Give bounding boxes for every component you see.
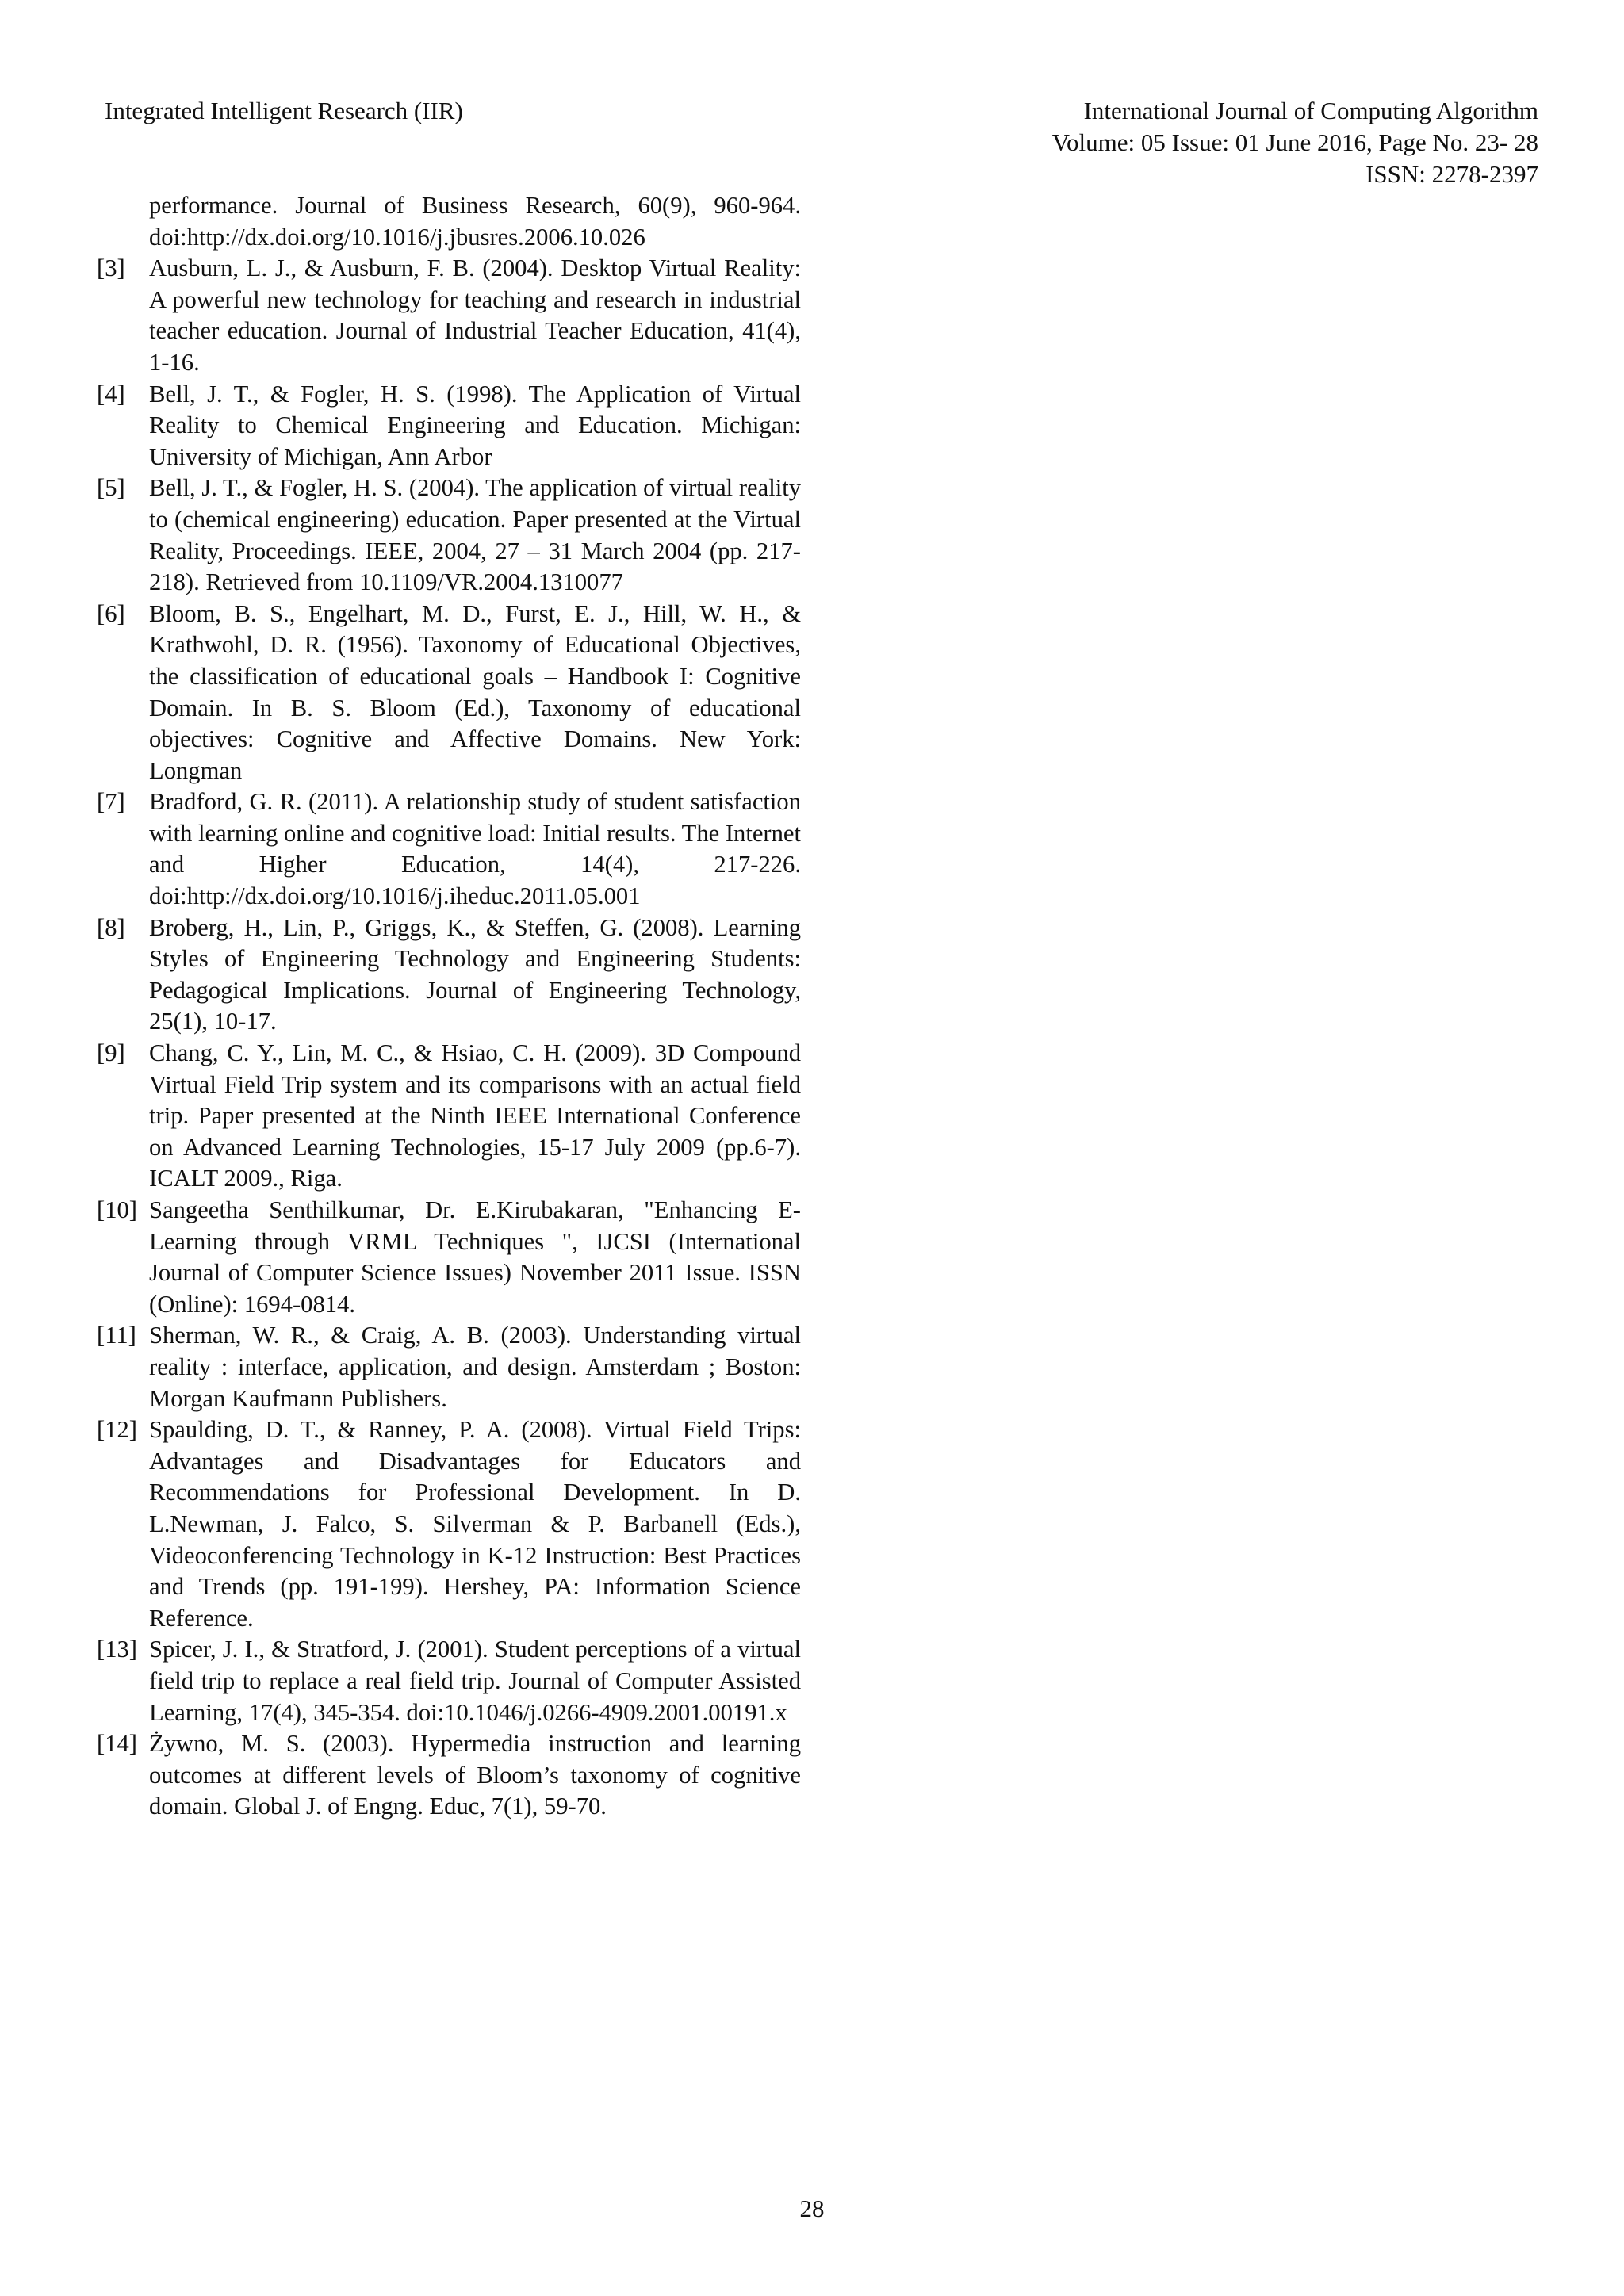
reference-number: [9]: [97, 1039, 125, 1067]
reference-text: performance. Journal of Business Research, 60(9), 960-964. doi:http://dx.doi.org/10.1016/j.jbusres.2006.10.026: [149, 192, 801, 251]
reference-number: [7]: [97, 788, 125, 816]
reference-item: [97, 190, 801, 253]
reference-text: Żywno, M. S. (2003). Hypermedia instruction and learning outcomes at different levels of Bloom’s taxonomy of cognitive domain. Global J. of Engng. Educ, 7(1), 59-70.: [149, 1730, 801, 1820]
page-number: 28: [799, 2195, 825, 2222]
reference-text: Sangeetha Senthilkumar, Dr. E.Kirubakaran, "Enhancing E-Learning through VRML Techniques ", IJCSI (International Journal of Computer Science Issues) November 2011 Issue. ISSN (Online): 1694-0814.: [149, 1196, 801, 1318]
reference-text: Spicer, J. I., & Stratford, J. (2001). Student perceptions of a virtual field trip to replace a real field trip. Journal of Computer Assisted Learning, 17(4), 345-354. doi:10.1046/j.0266-4909.2001.00191.x: [149, 1636, 801, 1726]
reference-text: Sherman, W. R., & Craig, A. B. (2003). Understanding virtual reality : interface, application, and design. Amsterdam ; Boston: Morgan Kaufmann Publishers.: [149, 1322, 801, 1412]
reference-item: [97, 1634, 801, 1728]
reference-number: [3]: [97, 254, 125, 282]
journal-name: International Journal of Computing Algorithm: [1083, 97, 1538, 124]
reference-list: [97, 190, 801, 1823]
reference-item: [97, 1038, 801, 1195]
volume-info: Volume: 05 Issue: 01 June 2016, Page No. 23- 28: [1051, 128, 1538, 156]
reference-text: Ausburn, L. J., & Ausburn, F. B. (2004). Desktop Virtual Reality: A powerful new technology for teaching and research in industrial teacher education. Journal of Industrial Teacher Education, 41(4), 1-16.: [149, 254, 801, 376]
running-header-left: Integrated Intelligent Research (IIR): [105, 97, 463, 124]
reference-item: [97, 1195, 801, 1320]
reference-item: [97, 1320, 801, 1414]
reference-text: Bloom, B. S., Engelhart, M. D., Furst, E. J., Hill, W. H., & Krathwohl, D. R. (1956). Taxonomy of Educational Objectives, the classification of educational goals – Handbook I: Cognitive Domain. In B. S. Bloom (Ed.), Taxonomy of educational objectives: Cognitive and Affective Domains. New York: Longman: [149, 599, 801, 784]
reference-item: [97, 473, 801, 598]
reference-item: [97, 913, 801, 1038]
reference-text: Chang, C. Y., Lin, M. C., & Hsiao, C. H. (2009). 3D Compound Virtual Field Trip system and its comparisons with an actual field trip. Paper presented at the Ninth IEEE International Conference on Advanced Learning Technologies, 15-17 July 2009 (pp.6-7). ICALT 2009., Riga.: [149, 1039, 801, 1192]
reference-text: Bell, J. T., & Fogler, H. S. (2004). The application of virtual reality to (chemical engineering) education. Paper presented at the Virtual Reality, Proceedings. IEEE, 2004, 27 – 31 March 2004 (pp. 217-218). Retrieved from 10.1109/VR.2004.1310077: [149, 474, 801, 596]
reference-item: [97, 1414, 801, 1634]
reference-number: [4]: [97, 380, 125, 408]
reference-number: [14]: [97, 1730, 137, 1758]
reference-number: [11]: [97, 1322, 136, 1349]
reference-number: [12]: [97, 1416, 137, 1444]
reference-text: Broberg, H., Lin, P., Griggs, K., & Steffen, G. (2008). Learning Styles of Engineering Technology and Engineering Students: Pedagogical Implications. Journal of Engineering Technology, 25(1), 10-17.: [149, 913, 801, 1035]
reference-number: [13]: [97, 1636, 137, 1663]
reference-text: Bell, J. T., & Fogler, H. S. (1998). The Application of Virtual Reality to Chemical Engineering and Education. Michigan: University of Michigan, Ann Arbor: [149, 380, 801, 470]
reference-item: [97, 599, 801, 787]
reference-item: [97, 379, 801, 473]
reference-number: [6]: [97, 599, 125, 627]
reference-number: [10]: [97, 1196, 137, 1223]
reference-item: [97, 253, 801, 378]
running-header-right: [1052, 95, 1538, 190]
reference-number: [8]: [97, 913, 125, 941]
reference-number: [5]: [97, 474, 125, 502]
issn: ISSN: 2278-2397: [1365, 160, 1538, 188]
reference-item: [97, 1728, 801, 1823]
reference-text: Spaulding, D. T., & Ranney, P. A. (2008). Virtual Field Trips: Advantages and Disadvantages for Educators and Recommendations for Professional Development. In D. L.Newman, J. Falco, S. Silverman & P. Barbanell (Eds.), Videoconferencing Technology in K-12 Instruction: Best Practices and Trends (pp. 191-199). Hershey, PA: Information Science Reference.: [149, 1416, 801, 1632]
reference-text: Bradford, G. R. (2011). A relationship study of student satisfaction with learning online and cognitive load: Initial results. The Internet and Higher Education, 14(4), 217-226. doi:http://dx.doi.org/10.1016/j.iheduc.2011.05.001: [149, 788, 801, 910]
reference-item: [97, 786, 801, 912]
